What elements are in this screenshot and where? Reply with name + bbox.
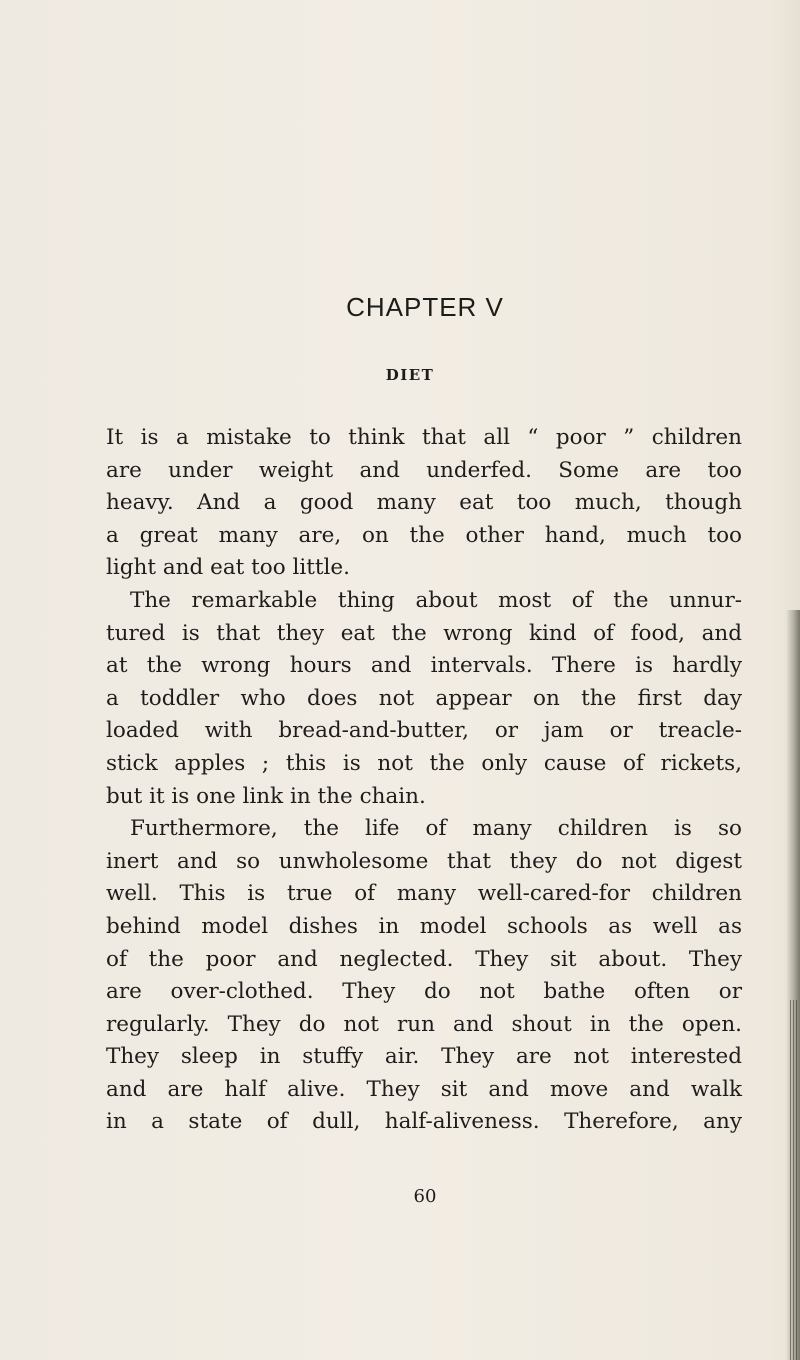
text-line: stick apples ; this is not the only cause of rickets, [106,750,742,776]
text-line: light and eat too little. [106,555,350,581]
page-number: 60 [413,1186,437,1207]
text-line: are under weight and underfed. Some are too [106,457,742,483]
text-line: and are half alive. They sit and move and walk [106,1076,742,1102]
text-line: a great many are, on the other hand, much too [106,522,742,548]
text-line: regularly. They do not run and shout in the open. [106,1011,742,1037]
text-line: a toddler who does not appear on the first day [106,685,742,711]
section-title: DIET [385,366,435,384]
text-line: It is a mistake to think that all “ poor ” children [106,425,742,450]
text-line: are over-clothed. They do not bathe often or [106,979,742,1005]
body-text [106,422,742,1139]
text-line: of the poor and neglected. They sit about. They [106,946,742,972]
text-line: but it is one link in the chain. [106,783,426,809]
chapter-title: CHAPTER V [346,292,504,322]
text-line: Furthermore, the life of many children is so [130,816,742,842]
paragraph-1 [106,422,742,585]
text-line: in a state of dull, half-aliveness. Therefore, any [106,1109,742,1135]
text-line: inert and so unwholesome that they do not digest [106,848,742,874]
paragraph-3 [106,813,742,1139]
paragraph-2 [106,585,742,813]
text-line: They sleep in stuffy air. They are not interested [106,1044,742,1070]
text-line: at the wrong hours and intervals. There is hardly [106,653,742,679]
text-line: tured is that they eat the wrong kind of food, and [106,620,742,646]
text-line: behind model dishes in model schools as well as [106,913,742,939]
text-line: well. This is true of many well-cared-for children [106,881,742,907]
text-line: The remarkable thing about most of the unnur- [130,587,742,613]
text-line: heavy. And a good many eat too much, though [106,490,742,516]
text-line: loaded with bread-and-butter, or jam or treacle- [106,718,742,744]
page-edge-lines [790,1000,798,1360]
